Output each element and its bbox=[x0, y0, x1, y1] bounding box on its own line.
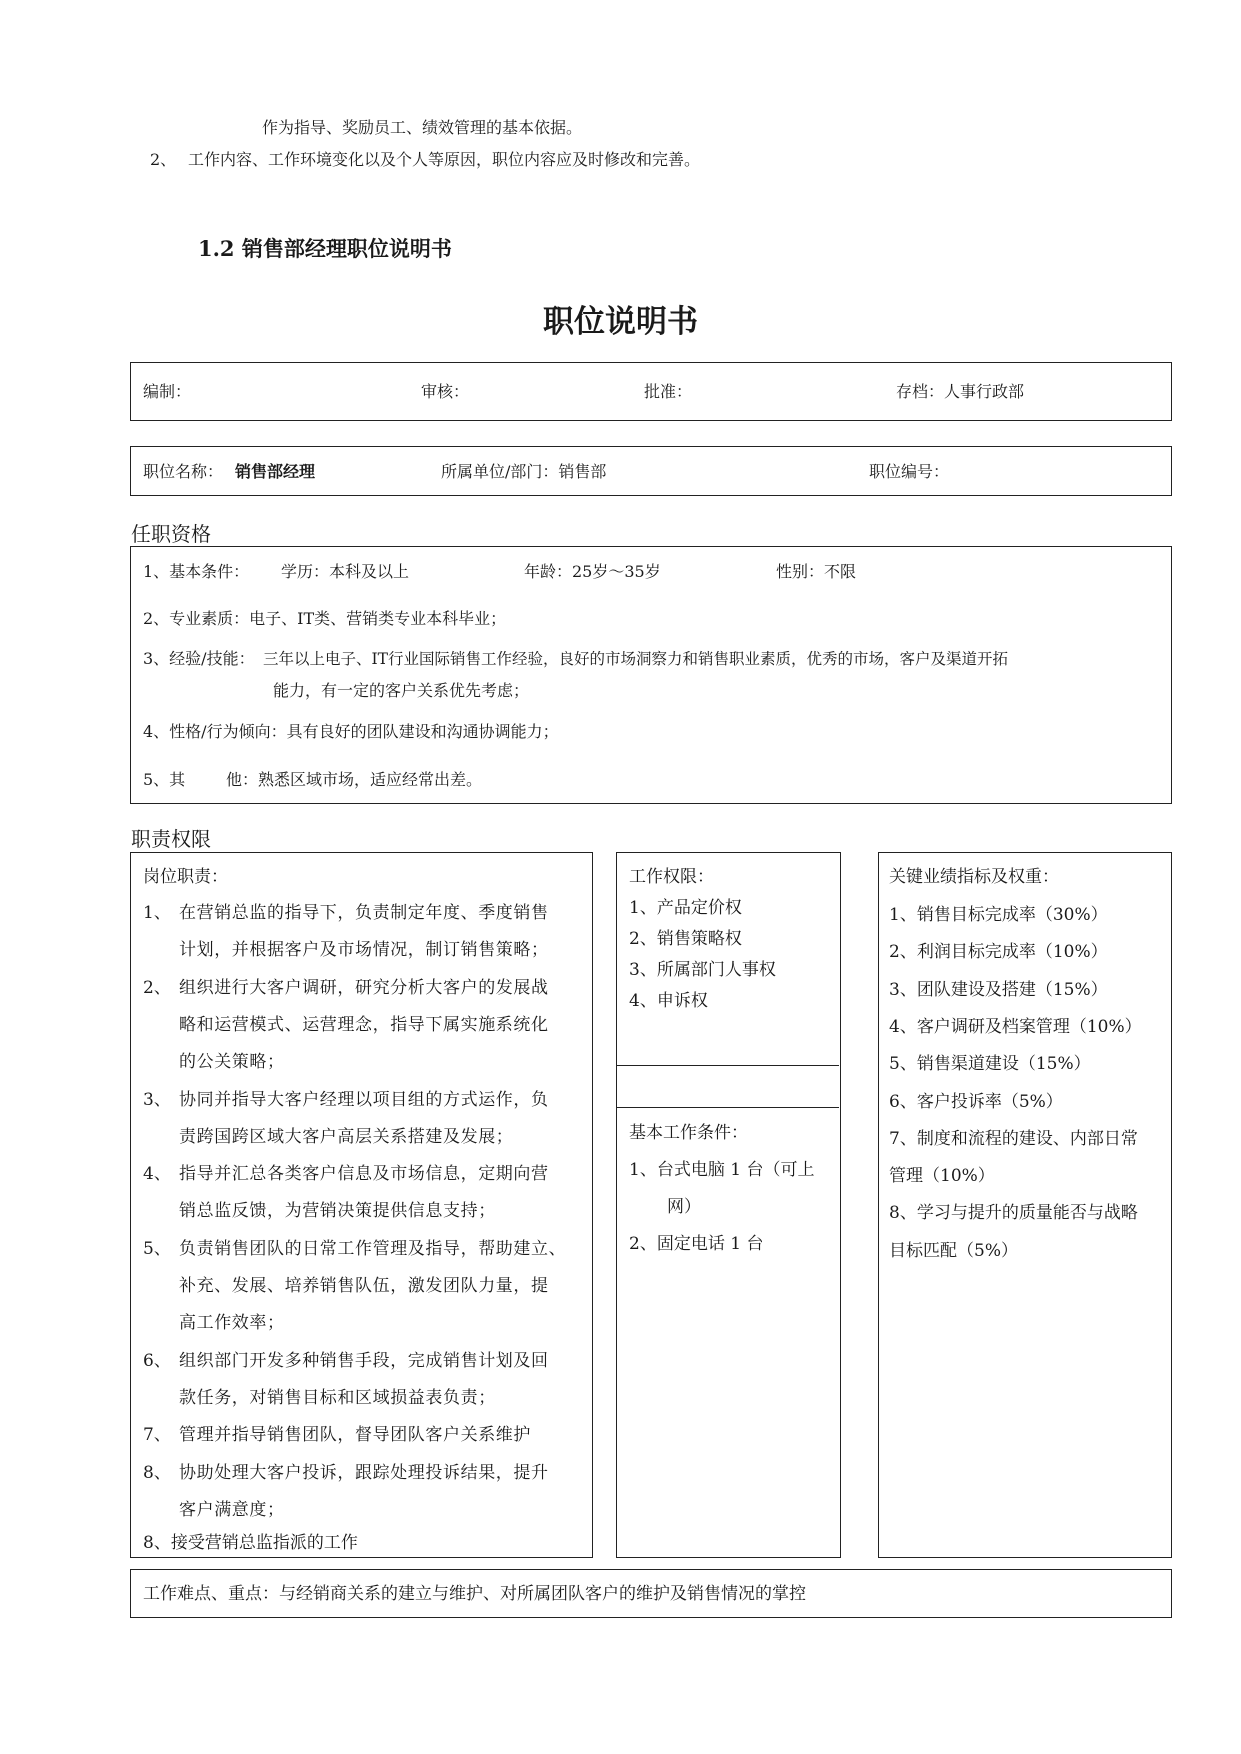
condition-line: 1、台式电脑 1 台（可上 bbox=[629, 1160, 815, 1180]
duty-line: 高工作效率； bbox=[179, 1313, 285, 1334]
compile-label: 编制： bbox=[143, 382, 192, 401]
position-number-label: 职位编号： bbox=[869, 462, 950, 481]
difficulty-text: 工作难点、重点：与经销商关系的建立与维护、对所属团队客户的维护及销售情况的掌控 bbox=[143, 1584, 806, 1604]
experience-line-2: 能力，有一定的客户关系优先考虑； bbox=[273, 681, 530, 700]
position-name-label: 职位名称： bbox=[143, 462, 224, 481]
kpi-item: 1、销售目标完成率（30%） bbox=[889, 905, 1108, 925]
responsibilities-heading: 职责权限 bbox=[131, 827, 211, 851]
duty-line: 组织部门开发多种销售手段，完成销售计划及回 bbox=[179, 1350, 549, 1371]
kpi-item: 5、销售渠道建设（15%） bbox=[889, 1054, 1091, 1075]
basic-conditions-label: 1、基本条件： bbox=[143, 562, 250, 581]
condition-line: 网） bbox=[667, 1197, 701, 1217]
duty-number: 6、 bbox=[143, 1350, 171, 1371]
duty-number: 7、 bbox=[143, 1425, 171, 1446]
kpi-item: 6、客户投诉率（5%） bbox=[889, 1091, 1063, 1112]
position-name-value: 销售部经理 bbox=[235, 462, 316, 481]
duty-number: 5、 bbox=[143, 1238, 171, 1259]
duty-number: 1、 bbox=[143, 903, 171, 923]
duty-line: 销总监反馈，为营销决策提供信息支持； bbox=[179, 1201, 496, 1222]
review-label: 审核： bbox=[421, 382, 470, 401]
duty-line: 的公关策略； bbox=[179, 1052, 285, 1073]
experience-label: 3、经验/技能： bbox=[143, 649, 255, 668]
other-label: 5、其 bbox=[143, 770, 186, 789]
position-box bbox=[130, 446, 1172, 496]
condition-line: 2、固定电话 1 台 bbox=[629, 1234, 764, 1254]
authority-box bbox=[616, 852, 841, 1558]
intro-item-2-text: 工作内容、工作环境变化以及个人等原因，职位内容应及时修改和完善。 bbox=[188, 150, 701, 169]
authority-divider-1 bbox=[617, 1065, 839, 1066]
duty-number: 4、 bbox=[143, 1164, 171, 1185]
qualifications-heading: 任职资格 bbox=[131, 522, 211, 546]
authority-divider-2 bbox=[617, 1107, 839, 1108]
authority-item: 4、申诉权 bbox=[629, 991, 708, 1011]
duty-line: 略和运营模式、运营理念，指导下属实施系统化 bbox=[179, 1014, 549, 1035]
authority-title: 工作权限： bbox=[629, 867, 714, 887]
duty-line: 计划，并根据客户及市场情况，制订销售策略； bbox=[179, 940, 549, 961]
intro-item-2-number: 2、 bbox=[150, 150, 177, 169]
authority-item: 1、产品定价权 bbox=[629, 898, 742, 918]
authority-item: 2、销售策略权 bbox=[629, 929, 742, 949]
duty-line: 客户满意度； bbox=[179, 1499, 285, 1520]
archive-label: 存档：人事行政部 bbox=[896, 382, 1025, 401]
kpi-item: 2、利润目标完成率（10%） bbox=[889, 942, 1108, 963]
duty-number: 2、 bbox=[143, 977, 171, 998]
duty-line: 组织进行大客户调研，研究分析大客户的发展战 bbox=[179, 977, 549, 998]
duty-line: 管理并指导销售团队，督导团队客户关系维护 bbox=[179, 1425, 531, 1446]
duty-line: 协助处理大客户投诉，跟踪处理投诉结果，提升 bbox=[179, 1462, 549, 1483]
duty-line: 指导并汇总各类客户信息及市场信息，定期向营 bbox=[179, 1164, 549, 1185]
duty-line: 款任务，对销售目标和区域损益表负责； bbox=[179, 1387, 496, 1408]
experience-line-1: 三年以上电子、IT行业国际销售工作经验，良好的市场洞察力和销售职业素质，优秀的市场，客户及渠道开拓 bbox=[263, 650, 1008, 668]
duties-box bbox=[130, 852, 593, 1558]
other-requirement: 他：熟悉区域市场，适应经常出差。 bbox=[226, 770, 483, 789]
kpi-title: 关键业绩指标及权重： bbox=[889, 867, 1059, 887]
education-requirement: 学历：本科及以上 bbox=[281, 562, 410, 581]
age-requirement: 年龄：25岁～35岁 bbox=[524, 562, 661, 581]
professional-requirement: 2、专业素质：电子、IT类、营销类专业本科毕业； bbox=[143, 609, 507, 628]
kpi-item: 管理（10%） bbox=[889, 1166, 995, 1187]
kpi-item: 7、制度和流程的建设、内部日常 bbox=[889, 1128, 1138, 1149]
duty-line: 在营销总监的指导下，负责制定年度、季度销售 bbox=[179, 903, 549, 923]
gender-requirement: 性别：不限 bbox=[776, 562, 857, 581]
duty-last: 8、接受营销总监指派的工作 bbox=[143, 1533, 358, 1553]
duty-line: 负责销售团队的日常工作管理及指导，帮助建立、 bbox=[179, 1238, 567, 1259]
qualifications-box bbox=[130, 546, 1172, 804]
kpi-item: 3、团队建设及搭建（15%） bbox=[889, 979, 1108, 1000]
approval-box bbox=[130, 362, 1172, 421]
duty-number: 3、 bbox=[143, 1089, 171, 1110]
kpi-item: 目标匹配（5%） bbox=[889, 1240, 1018, 1261]
intro-line-1: 作为指导、奖励员工、绩效管理的基本依据。 bbox=[262, 118, 583, 137]
duties-title: 岗位职责： bbox=[143, 867, 228, 887]
kpi-box bbox=[878, 852, 1172, 1558]
authority-item: 3、所属部门人事权 bbox=[629, 960, 776, 980]
duty-line: 补充、发展、培养销售队伍，激发团队力量，提 bbox=[179, 1276, 549, 1296]
department-label: 所属单位/部门：销售部 bbox=[441, 462, 607, 481]
approve-label: 批准： bbox=[644, 382, 693, 401]
duty-line: 协同并指导大客户经理以项目组的方式运作，负 bbox=[179, 1089, 549, 1110]
kpi-item: 4、客户调研及档案管理（10%） bbox=[889, 1016, 1142, 1037]
duty-line: 责跨国跨区域大客户高层关系搭建及发展； bbox=[179, 1126, 514, 1147]
personality-requirement: 4、性格/行为倾向：具有良好的团队建设和沟通协调能力； bbox=[143, 722, 559, 741]
duty-number: 8、 bbox=[143, 1462, 171, 1483]
section-heading: 1.2 销售部经理职位说明书 bbox=[198, 236, 452, 261]
difficulty-box bbox=[130, 1569, 1172, 1618]
kpi-item: 8、学习与提升的质量能否与战略 bbox=[889, 1203, 1138, 1224]
document-title: 职位说明书 bbox=[543, 304, 698, 340]
conditions-title: 基本工作条件： bbox=[629, 1123, 748, 1143]
